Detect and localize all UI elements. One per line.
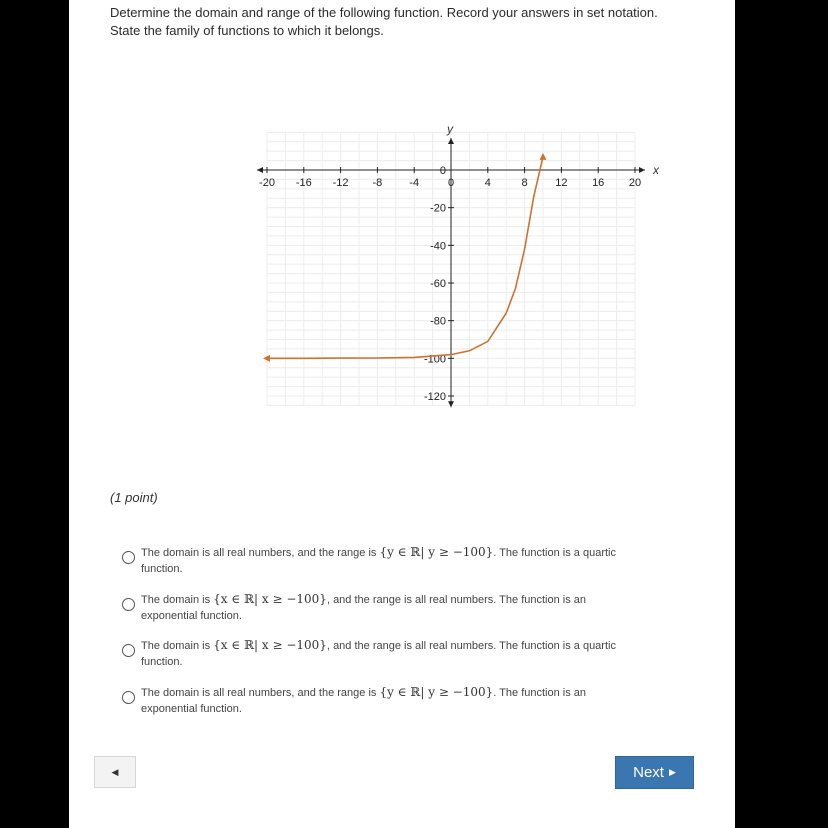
x-tick-label: -16 [295,177,312,189]
option-4-math: {y ∈ ℝ| y ≥ −100} [379,685,494,699]
radio-button-4[interactable] [122,691,135,704]
x-axis-right-arrow-icon [639,167,645,173]
y-tick-label: -120 [423,391,446,403]
option-4-text-a: The domain is all real numbers, and the range is [141,687,380,699]
x-tick-label: -8 [372,177,383,189]
option-2-math: {x ∈ ℝ| x ≥ −100} [213,592,327,606]
x-axis-label: x [653,163,659,177]
option-3-text-c: function. [141,655,183,668]
next-arrow-icon: ▶ [668,767,676,777]
x-tick-label: 20 [628,177,642,189]
radio-button-1[interactable] [122,551,135,564]
question-line-1: Determine the domain and range of the following function. Record your answers in set notation. [110,5,658,20]
question-text [110,4,710,40]
option-4-text-b: . The function is an [493,687,587,699]
option-text-4 [141,685,646,717]
y-tick-label: 0 [439,165,446,177]
question-line-2: State the family of functions to which it belongs. [110,23,384,38]
next-button-label: Next [633,764,664,781]
x-tick-label: -12 [332,177,349,189]
y-tick-label: -40 [430,240,446,253]
option-3-text-a: The domain is [141,640,214,652]
option-1-text-b: . The function is a quartic [493,547,616,559]
option-1-text-c: function. [141,562,183,575]
question-panel [69,0,735,828]
radio-button-3[interactable] [122,644,135,657]
back-button[interactable] [94,756,136,788]
y-tick-label: -60 [430,278,446,290]
x-tick-label: 8 [521,177,528,189]
option-text-1 [141,545,646,577]
y-tick-label: -80 [430,315,446,328]
y-axis-label: y [447,121,453,136]
x-tick-label: 0 [447,177,455,189]
x-axis-left-arrow-icon [257,167,263,173]
curve-right-arrow-icon [540,153,547,160]
y-axis-down-arrow-icon [448,401,454,407]
option-2-text-b: , and the range is all real numbers. The function is an [326,594,587,606]
back-arrow-icon: ◀ [111,766,119,777]
option-1-text-a: The domain is all real numbers, and the range is [141,547,380,559]
option-1-math: {y ∈ ℝ| y ≥ −100} [379,545,494,559]
x-tick-label: -20 [259,177,275,189]
x-tick-label: 12 [555,177,568,189]
y-tick-label: -100 [423,353,446,366]
y-tick-label: -20 [430,202,446,215]
option-2-text-c: exponential function. [141,609,242,622]
x-tick-label: -4 [409,177,420,189]
radio-button-2[interactable] [122,598,135,611]
function-graph [172,115,659,420]
option-text-3 [141,638,646,670]
option-text-2 [141,592,646,624]
option-4-text-c: exponential function. [141,702,242,715]
next-button[interactable] [615,756,694,789]
x-tick-label: 16 [592,177,605,189]
x-tick-label: 4 [484,177,491,189]
option-3-math: {x ∈ ℝ| x ≥ −100} [213,638,327,652]
option-3-text-b: , and the range is all real numbers. The function is a quartic [326,640,616,652]
y-axis-up-arrow-icon [448,138,454,144]
option-2-text-a: The domain is [141,594,214,606]
point-value: (1 point) [110,490,158,505]
